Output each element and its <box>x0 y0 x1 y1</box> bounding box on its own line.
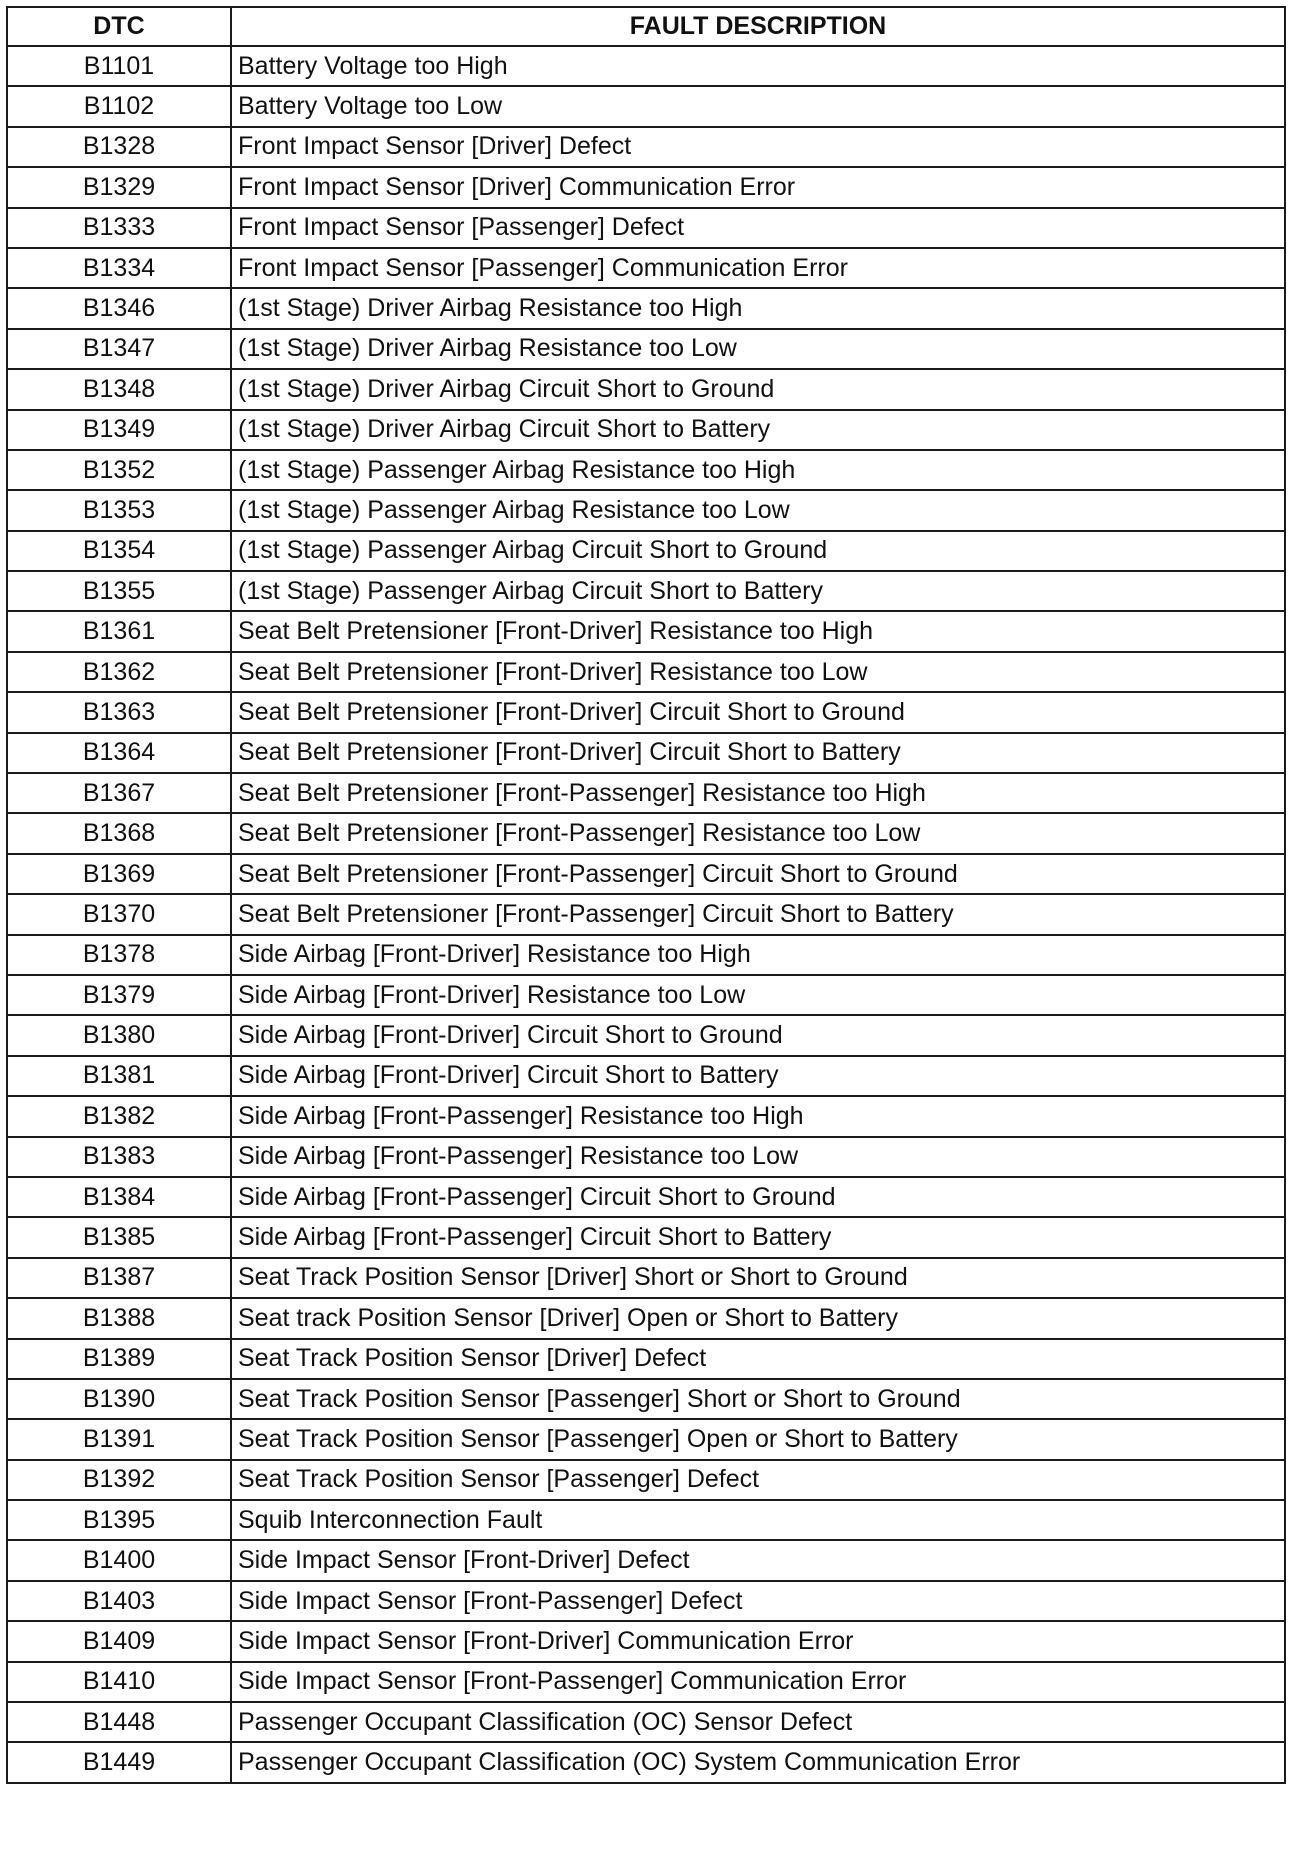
dtc-code-cell: B1392 <box>7 1460 231 1500</box>
dtc-code-cell: B1449 <box>7 1742 231 1782</box>
fault-description-cell: Front Impact Sensor [Passenger] Communication Error <box>231 248 1285 288</box>
header-dtc: DTC <box>7 7 231 46</box>
fault-description-cell: Seat Track Position Sensor [Passenger] Open or Short to Battery <box>231 1419 1285 1459</box>
table-row <box>7 854 1285 894</box>
dtc-code-cell: B1329 <box>7 167 231 207</box>
dtc-code-cell: B1395 <box>7 1500 231 1540</box>
dtc-code-cell: B1101 <box>7 46 231 86</box>
fault-description-cell: Side Airbag [Front-Passenger] Resistance too High <box>231 1096 1285 1136</box>
fault-description-cell: Side Impact Sensor [Front-Driver] Communication Error <box>231 1621 1285 1661</box>
dtc-code-cell: B1390 <box>7 1379 231 1419</box>
dtc-code-cell: B1363 <box>7 692 231 732</box>
dtc-code-cell: B1361 <box>7 611 231 651</box>
table-row <box>7 1621 1285 1661</box>
dtc-code-cell: B1368 <box>7 813 231 853</box>
fault-description-cell: Side Airbag [Front-Passenger] Circuit Short to Battery <box>231 1217 1285 1257</box>
table-row <box>7 369 1285 409</box>
fault-description-cell: Seat Track Position Sensor [Passenger] Short or Short to Ground <box>231 1379 1285 1419</box>
fault-description-cell: Seat track Position Sensor [Driver] Open or Short to Battery <box>231 1298 1285 1338</box>
table-header <box>7 7 1285 46</box>
table-row <box>7 1702 1285 1742</box>
dtc-code-cell: B1352 <box>7 450 231 490</box>
fault-description-cell: Side Airbag [Front-Driver] Circuit Short to Battery <box>231 1056 1285 1096</box>
table-row <box>7 450 1285 490</box>
dtc-code-cell: B1409 <box>7 1621 231 1661</box>
fault-description-cell: Passenger Occupant Classification (OC) System Communication Error <box>231 1742 1285 1782</box>
fault-description-cell: Seat Belt Pretensioner [Front-Passenger] Circuit Short to Ground <box>231 854 1285 894</box>
table-row <box>7 813 1285 853</box>
table-row <box>7 1460 1285 1500</box>
table-row <box>7 329 1285 369</box>
fault-description-cell: Side Impact Sensor [Front-Driver] Defect <box>231 1540 1285 1580</box>
fault-description-cell: (1st Stage) Passenger Airbag Circuit Short to Battery <box>231 571 1285 611</box>
fault-description-cell: Side Airbag [Front-Driver] Resistance too Low <box>231 975 1285 1015</box>
dtc-code-cell: B1370 <box>7 894 231 934</box>
fault-description-cell: (1st Stage) Passenger Airbag Resistance too High <box>231 450 1285 490</box>
table-row <box>7 773 1285 813</box>
fault-description-cell: (1st Stage) Driver Airbag Resistance too Low <box>231 329 1285 369</box>
dtc-code-cell: B1347 <box>7 329 231 369</box>
table-row <box>7 1217 1285 1257</box>
table-row <box>7 531 1285 571</box>
table-row <box>7 86 1285 126</box>
table-row <box>7 1258 1285 1298</box>
table-row <box>7 1500 1285 1540</box>
dtc-code-cell: B1448 <box>7 1702 231 1742</box>
table-row <box>7 1177 1285 1217</box>
table-row <box>7 1056 1285 1096</box>
table-row <box>7 1540 1285 1580</box>
fault-description-cell: Battery Voltage too High <box>231 46 1285 86</box>
dtc-code-cell: B1333 <box>7 208 231 248</box>
table-row <box>7 975 1285 1015</box>
dtc-code-cell: B1379 <box>7 975 231 1015</box>
fault-description-cell: Passenger Occupant Classification (OC) Sensor Defect <box>231 1702 1285 1742</box>
fault-description-cell: Side Airbag [Front-Driver] Resistance too High <box>231 935 1285 975</box>
table-row <box>7 208 1285 248</box>
dtc-code-cell: B1102 <box>7 86 231 126</box>
dtc-code-cell: B1328 <box>7 127 231 167</box>
dtc-code-cell: B1389 <box>7 1339 231 1379</box>
fault-description-cell: Seat Belt Pretensioner [Front-Driver] Resistance too Low <box>231 652 1285 692</box>
header-row <box>7 7 1285 46</box>
fault-description-cell: Squib Interconnection Fault <box>231 1500 1285 1540</box>
table-row <box>7 1096 1285 1136</box>
header-fault-description: FAULT DESCRIPTION <box>231 7 1285 46</box>
dtc-code-cell: B1355 <box>7 571 231 611</box>
dtc-code-cell: B1364 <box>7 733 231 773</box>
table-row <box>7 1419 1285 1459</box>
table-row <box>7 167 1285 207</box>
dtc-code-cell: B1387 <box>7 1258 231 1298</box>
dtc-code-cell: B1391 <box>7 1419 231 1459</box>
table-row <box>7 127 1285 167</box>
dtc-table <box>6 6 1286 1784</box>
table-row <box>7 733 1285 773</box>
table-row <box>7 571 1285 611</box>
dtc-code-cell: B1380 <box>7 1015 231 1055</box>
dtc-code-cell: B1349 <box>7 410 231 450</box>
fault-description-cell: Seat Belt Pretensioner [Front-Driver] Circuit Short to Ground <box>231 692 1285 732</box>
fault-description-cell: Seat Belt Pretensioner [Front-Driver] Resistance too High <box>231 611 1285 651</box>
table-row <box>7 1662 1285 1702</box>
dtc-code-cell: B1382 <box>7 1096 231 1136</box>
dtc-code-cell: B1367 <box>7 773 231 813</box>
table-row <box>7 46 1285 86</box>
table-row <box>7 894 1285 934</box>
fault-description-cell: (1st Stage) Driver Airbag Circuit Short to Ground <box>231 369 1285 409</box>
dtc-code-cell: B1383 <box>7 1137 231 1177</box>
table-row <box>7 1379 1285 1419</box>
fault-description-cell: Side Airbag [Front-Passenger] Resistance too Low <box>231 1137 1285 1177</box>
dtc-code-cell: B1354 <box>7 531 231 571</box>
fault-description-cell: Front Impact Sensor [Driver] Defect <box>231 127 1285 167</box>
dtc-code-cell: B1403 <box>7 1581 231 1621</box>
dtc-code-cell: B1348 <box>7 369 231 409</box>
table-row <box>7 490 1285 530</box>
dtc-code-cell: B1378 <box>7 935 231 975</box>
fault-description-cell: Seat Track Position Sensor [Driver] Short or Short to Ground <box>231 1258 1285 1298</box>
table-row <box>7 1137 1285 1177</box>
fault-description-cell: Seat Belt Pretensioner [Front-Passenger] Resistance too Low <box>231 813 1285 853</box>
dtc-code-cell: B1334 <box>7 248 231 288</box>
fault-description-cell: (1st Stage) Driver Airbag Circuit Short to Battery <box>231 410 1285 450</box>
fault-description-cell: Seat Track Position Sensor [Driver] Defect <box>231 1339 1285 1379</box>
dtc-code-cell: B1384 <box>7 1177 231 1217</box>
fault-description-cell: (1st Stage) Driver Airbag Resistance too High <box>231 288 1285 328</box>
fault-description-cell: Side Impact Sensor [Front-Passenger] Communication Error <box>231 1662 1285 1702</box>
table-row <box>7 1581 1285 1621</box>
table-row <box>7 692 1285 732</box>
dtc-code-cell: B1353 <box>7 490 231 530</box>
table-body <box>7 46 1285 1783</box>
dtc-code-cell: B1362 <box>7 652 231 692</box>
dtc-code-cell: B1385 <box>7 1217 231 1257</box>
fault-description-cell: Front Impact Sensor [Passenger] Defect <box>231 208 1285 248</box>
table-row <box>7 248 1285 288</box>
fault-description-cell: Front Impact Sensor [Driver] Communication Error <box>231 167 1285 207</box>
dtc-code-cell: B1388 <box>7 1298 231 1338</box>
fault-description-cell: Seat Track Position Sensor [Passenger] Defect <box>231 1460 1285 1500</box>
fault-description-cell: Side Impact Sensor [Front-Passenger] Defect <box>231 1581 1285 1621</box>
fault-description-cell: Side Airbag [Front-Driver] Circuit Short to Ground <box>231 1015 1285 1055</box>
table-row <box>7 1339 1285 1379</box>
fault-description-cell: Seat Belt Pretensioner [Front-Passenger] Resistance too High <box>231 773 1285 813</box>
table-row <box>7 1742 1285 1782</box>
table-row <box>7 611 1285 651</box>
table-row <box>7 935 1285 975</box>
fault-description-cell: Battery Voltage too Low <box>231 86 1285 126</box>
dtc-code-cell: B1369 <box>7 854 231 894</box>
dtc-code-cell: B1400 <box>7 1540 231 1580</box>
fault-description-cell: (1st Stage) Passenger Airbag Circuit Short to Ground <box>231 531 1285 571</box>
table-row <box>7 1015 1285 1055</box>
dtc-code-cell: B1346 <box>7 288 231 328</box>
table-row <box>7 410 1285 450</box>
table-row <box>7 652 1285 692</box>
fault-description-cell: Seat Belt Pretensioner [Front-Driver] Circuit Short to Battery <box>231 733 1285 773</box>
fault-description-cell: (1st Stage) Passenger Airbag Resistance too Low <box>231 490 1285 530</box>
dtc-code-cell: B1410 <box>7 1662 231 1702</box>
fault-description-cell: Seat Belt Pretensioner [Front-Passenger] Circuit Short to Battery <box>231 894 1285 934</box>
table-row <box>7 288 1285 328</box>
dtc-code-cell: B1381 <box>7 1056 231 1096</box>
fault-description-cell: Side Airbag [Front-Passenger] Circuit Short to Ground <box>231 1177 1285 1217</box>
table-row <box>7 1298 1285 1338</box>
